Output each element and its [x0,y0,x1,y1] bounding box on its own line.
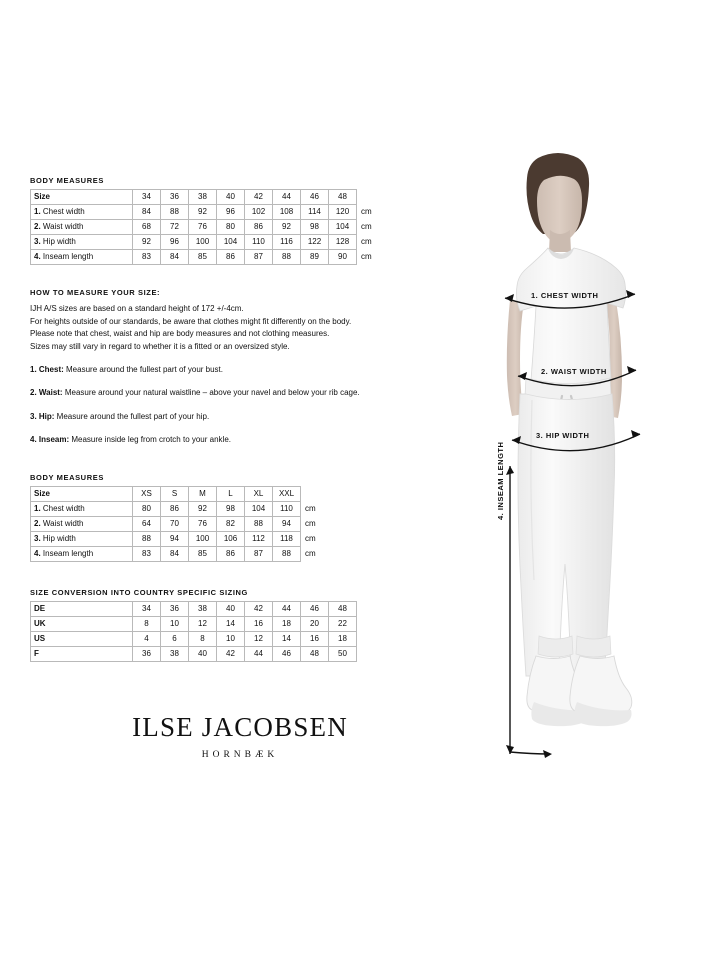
cell: 80 [217,220,245,235]
cell: 6 [161,631,189,646]
cell: 112 [245,531,273,546]
table-header-row [31,190,379,205]
header-cell: 34 [133,190,161,205]
section-title-how-to-measure: HOW TO MEASURE YOUR SIZE: [30,288,161,297]
cell: 68 [133,220,161,235]
cell: 76 [189,516,217,531]
row-label-text: Hip width [42,533,76,543]
cell: 18 [273,616,301,631]
table-row [31,531,323,546]
table-row [31,501,323,516]
cell: 90 [329,250,357,265]
table-row [31,250,379,265]
row-label: 2. Waist width [31,516,133,531]
cell: 12 [245,631,273,646]
table-row [31,631,357,646]
body-measures-table-numeric [30,189,379,265]
inseam-connector-arrow [543,750,552,758]
cell: 70 [161,516,189,531]
section-title-body-measures-2: BODY MEASURES [30,472,104,482]
right-cuff [576,636,611,657]
cell: 116 [273,235,301,250]
row-label: UK [31,616,133,631]
cell-unit: cm [305,518,316,528]
row-label: 2. Waist width [31,220,133,235]
header-cell: 44 [273,190,301,205]
label-inseam-length: 4. INSEAM LENGTH [496,441,505,520]
row-label-text: Chest width [42,207,85,216]
header-cell: M [189,486,217,501]
step-text: Measure around the fullest part of your bust. [63,365,223,375]
cell: 44 [273,601,301,616]
measure-step-chest [30,364,430,376]
header-cell-unit [301,486,323,501]
cell: 92 [133,235,161,250]
intro-line: Please note that chest, waist and hip are body measures and not clothing measures. [30,329,330,339]
table-row [31,220,379,235]
header-cell-size: Size [31,190,133,205]
cell: 40 [217,601,245,616]
table-row [31,601,357,616]
row-label: US [31,631,133,646]
body-measures-section-letter [30,473,430,562]
table-row [31,516,323,531]
table-row [31,205,379,220]
cell: 106 [217,531,245,546]
header-cell: 36 [161,190,189,205]
row-label: 3. Hip width [31,235,133,250]
step-text: Measure around your natural waistline – above your navel and below your rib cage. [62,388,360,398]
size-conversion-table [30,601,357,662]
label-hip-width: 3. HIP WIDTH [536,431,590,440]
cell: 122 [301,235,329,250]
cell: 104 [245,501,273,516]
cell: 86 [217,546,245,561]
left-content-column [30,176,430,662]
row-label-text: Inseam length [42,252,94,261]
cell: 14 [273,631,301,646]
cell: 110 [273,501,301,516]
cell: 10 [217,631,245,646]
row-label-text: Waist width [42,222,84,231]
cell: 98 [217,501,245,516]
row-label-text: Inseam length [42,548,94,558]
cell: 82 [217,516,245,531]
cell: 64 [133,516,161,531]
cell: 40 [189,646,217,661]
cell: 86 [217,250,245,265]
cell: 96 [161,235,189,250]
header-cell: 42 [245,190,273,205]
cell: 89 [301,250,329,265]
label-chest-width: 1. CHEST WIDTH [531,291,599,300]
row-label: DE [31,601,133,616]
cell: 128 [329,235,357,250]
cell: 14 [217,616,245,631]
brand-subtitle: HORNBÆK [201,750,279,760]
brand-logo [110,712,370,760]
cell: 84 [161,546,189,561]
cell: 12 [189,616,217,631]
intro-line: IJH A/S sizes are based on a standard height of 172 +/-4cm. [30,304,244,314]
cell: 110 [245,235,273,250]
cell: 98 [301,220,329,235]
body-measures-table-letter [30,486,323,562]
left-cuff [538,636,573,657]
header-cell: 48 [329,190,357,205]
cell: 36 [133,646,161,661]
cell: 20 [301,616,329,631]
row-label-text: Waist width [42,518,84,528]
cell: 118 [273,531,301,546]
cell: 86 [245,220,273,235]
cell: 92 [189,205,217,220]
intro-line: Sizes may still vary in regard to whether it is a fitted or an oversized style. [30,341,290,351]
cell: 88 [245,516,273,531]
cell: 4 [133,631,161,646]
measure-step-inseam [30,434,430,446]
header-cell-unit [357,190,379,205]
cell: 46 [301,601,329,616]
header-cell: 38 [189,190,217,205]
table-header-row [31,486,323,501]
row-label: 3. Hip width [31,531,133,546]
cell: 88 [273,546,301,561]
cell: 92 [273,220,301,235]
header-cell: XS [133,486,161,501]
row-label-text: Hip width [42,237,76,246]
cell: 88 [161,205,189,220]
header-cell-size: Size [31,486,133,501]
header-cell: S [161,486,189,501]
cell: 72 [161,220,189,235]
cell: 92 [189,501,217,516]
cell: 94 [161,531,189,546]
cell: 96 [217,205,245,220]
cell-unit: cm [361,207,372,216]
cell: 8 [189,631,217,646]
section-title-conversion: SIZE CONVERSION INTO COUNTRY SPECIFIC SIZING [30,587,248,597]
cell: 42 [217,646,245,661]
step-label: 4. Inseam: [30,435,70,445]
cell: 8 [133,616,161,631]
cell: 36 [161,601,189,616]
cell-unit: cm [305,503,316,513]
cell: 88 [273,250,301,265]
row-label: F [31,646,133,661]
cell: 16 [301,631,329,646]
step-text: Measure around the fullest part of your hip. [54,411,210,421]
cell: 16 [245,616,273,631]
header-cell: L [217,486,245,501]
cell: 114 [301,205,329,220]
cell: 88 [133,531,161,546]
cell: 120 [329,205,357,220]
cell: 84 [161,250,189,265]
cell: 83 [133,250,161,265]
row-label: 4. Inseam length [31,250,133,265]
cell-unit: cm [361,237,372,246]
cell: 87 [245,250,273,265]
cell: 22 [329,616,357,631]
cell: 104 [329,220,357,235]
cell: 10 [161,616,189,631]
cell: 80 [133,501,161,516]
header-cell: 46 [301,190,329,205]
cell: 34 [133,601,161,616]
row-label-text: Chest width [42,503,85,513]
step-label: 2. Waist: [30,388,63,398]
cell: 102 [245,205,273,220]
cell-unit: cm [361,252,372,261]
table-row [31,546,323,561]
cell: 44 [245,646,273,661]
row-label: 1. Chest width [31,501,133,516]
cell: 84 [133,205,161,220]
model-figure [440,150,700,830]
header-cell: XL [245,486,273,501]
model-measurement-diagram [440,150,700,830]
cell: 50 [329,646,357,661]
cell: 48 [301,646,329,661]
cell-unit: cm [305,548,316,558]
cell: 76 [189,220,217,235]
cell: 38 [161,646,189,661]
cell: 100 [189,531,217,546]
cell: 38 [189,601,217,616]
cell: 87 [245,546,273,561]
table-row [31,235,379,250]
size-conversion-section [30,588,430,662]
row-label: 4. Inseam length [31,546,133,561]
step-text: Measure inside leg from crotch to your ankle. [69,435,231,445]
step-label: 3. Hip: [30,411,55,421]
cell: 104 [217,235,245,250]
measure-step-hip [30,411,430,423]
cell: 100 [189,235,217,250]
how-to-measure-section [30,287,430,447]
cell: 94 [273,516,301,531]
body-measures-section-numeric [30,176,430,265]
label-waist-width: 2. WAIST WIDTH [541,367,607,376]
section-title-body-measures-1: BODY MEASURES [30,176,104,185]
measure-step-waist [30,387,430,399]
cell: 42 [245,601,273,616]
cell: 48 [329,601,357,616]
table-row [31,616,357,631]
cell: 86 [161,501,189,516]
cell: 108 [273,205,301,220]
cell-unit: cm [305,533,316,543]
intro-line: For heights outside of our standards, be aware that clothes might fit differently on the body. [30,316,352,326]
brand-name: ILSE JACOBSEN [132,712,348,742]
header-cell: 40 [217,190,245,205]
cell: 83 [133,546,161,561]
cell: 85 [189,546,217,561]
step-label: 1. Chest: [30,365,64,375]
cell-unit: cm [361,222,372,231]
header-cell: XXL [273,486,301,501]
table-row [31,646,357,661]
cell: 18 [329,631,357,646]
cell: 46 [273,646,301,661]
row-label: 1. Chest width [31,205,133,220]
cell: 85 [189,250,217,265]
